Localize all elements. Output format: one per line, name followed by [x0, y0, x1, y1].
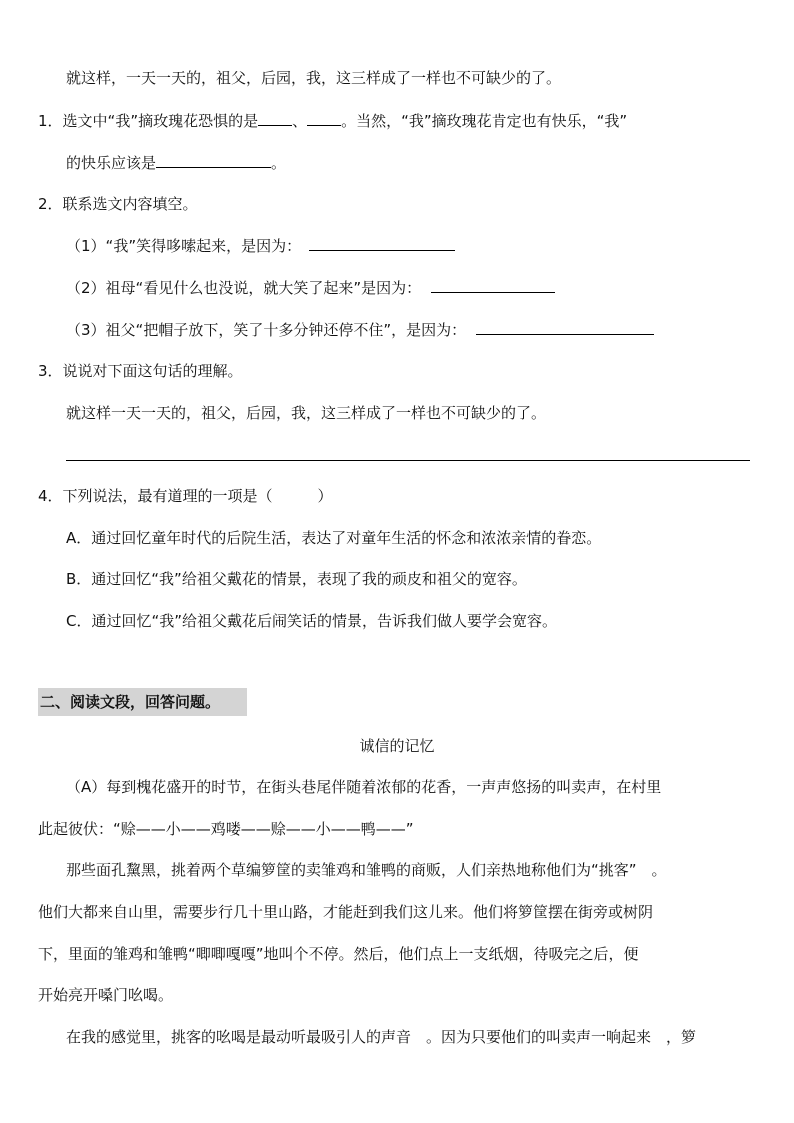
question-1-text-2: 的快乐应该是 [66, 154, 157, 172]
question-2-1-text: （1）“我”笑得哆嗦起来，是因为： [66, 237, 302, 255]
separator: 、 [292, 112, 308, 130]
question-2: 2．联系选文内容填空。 [38, 195, 198, 213]
answer-blank-2-3[interactable] [476, 320, 654, 335]
passage-line: 在我的感觉里，挑客的吆喝是最动听最吸引人的声音 。因为只要他们的叫卖声一响起来 ，箩 [66, 1028, 697, 1046]
answer-blank-2-1[interactable] [309, 236, 455, 251]
question-1-text: 1．选文中“我”摘玫瑰花恐惧的是 [38, 112, 259, 130]
passage-line: 下，里面的雏鸡和雏鸭“唧唧嘎嘎”地叫个不停。然后，他们点上一支纸烟，待吸完之后，便 [38, 945, 639, 963]
passage-line: 他们大都来自山里，需要步行几十里山路，才能赶到我们这儿来。他们将箩筐摆在街旁或树阴 [38, 903, 654, 921]
question-3-quote: 就这样一天一天的，祖父，后园，我，这三样成了一样也不可缺少的了。 [66, 404, 547, 422]
answer-blank-1[interactable] [258, 111, 292, 126]
question-2-2-text: （2）祖母“看见什么也没说，就大笑了起来”是因为： [66, 279, 422, 297]
passage-title: 诚信的记忆 [359, 737, 435, 755]
question-4: 4．下列说法，最有道理的一项是（ ） [38, 487, 333, 505]
answer-line-3[interactable] [66, 460, 750, 461]
answer-blank-3[interactable] [156, 153, 271, 168]
question-1-text-cont: 。当然，“我”摘玫瑰花肯定也有快乐，“我” [341, 112, 628, 130]
passage-line: 开始亮开嗓门吆喝。 [38, 986, 174, 1004]
option-a[interactable]: A．通过回忆童年时代的后院生活，表达了对童年生活的怀念和浓浓亲情的眷恋。 [66, 529, 602, 547]
question-1-line-1 [38, 111, 627, 131]
passage-line: 那些面孔黧黑，挑着两个草编箩筐的卖雏鸡和雏鸭的商贩，人们亲热地称他们为“挑客” 。 [66, 861, 667, 879]
option-c[interactable]: C．通过回忆“我”给祖父戴花后闹笑话的情景，告诉我们做人要学会宽容。 [66, 612, 558, 630]
option-b[interactable]: B．通过回忆“我”给祖父戴花的情景，表现了我的顽皮和祖父的宽容。 [66, 570, 527, 588]
section-heading: 二、阅读文段，回答问题。 [38, 688, 247, 716]
question-3: 3．说说对下面这句话的理解。 [38, 362, 243, 380]
passage-line: （A）每到槐花盛开的时节，在街头巷尾伴随着浓郁的花香，一声声悠扬的叫卖声，在村里 [66, 778, 662, 796]
passage-line: 此起彼伏：“赊——小——鸡喽——赊——小——鸭——” [38, 820, 414, 838]
question-2-2 [66, 278, 555, 298]
question-2-3 [66, 320, 654, 340]
answer-blank-2[interactable] [307, 111, 341, 126]
question-2-1 [66, 236, 455, 256]
intro-line: 就这样，一天一天的，祖父，后园，我，这三样成了一样也不可缺少的了。 [66, 69, 562, 87]
question-2-3-text: （3）祖父“把帽子放下，笑了十多分钟还停不住”，是因为： [66, 321, 467, 339]
answer-blank-2-2[interactable] [431, 278, 555, 293]
question-1-end: 。 [271, 154, 287, 172]
question-1-line-2 [66, 153, 286, 173]
